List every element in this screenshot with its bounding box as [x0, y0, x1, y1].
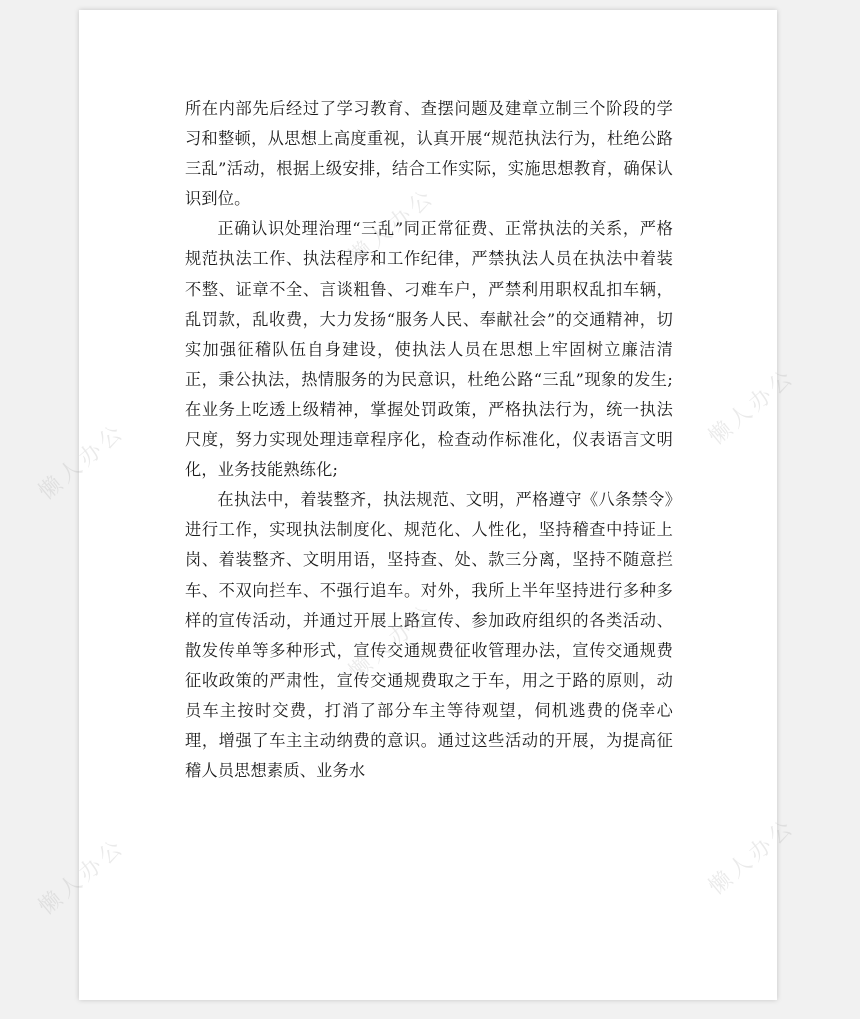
paragraph-3: 在执法中，着装整齐，执法规范、文明，严格遵守《八条禁令》进行工作，实现执法制度化、规范化、人性化，坚持稽查中持证上岗、着装整齐、文明用语，坚持查、处、款三分离，坚持不随意拦车、不双向拦车、不强行追车。对外，我所上半年坚持进行多种多样的宣传活动，并通过开展上路宣传、参加政府组织的各类活动、散发传单等多种形式，宣传交通规费征收管理办法，宣传交通规费征收政策的严肃性，宣传交通规费取之于车，用之于路的原则，动员车主按时交费，打消了部分车主等待观望，伺机逃费的侥幸心理，增强了车主主动纳费的意识。通过这些活动的开展，为提高征稽人员思想素质、业务水 — [185, 490, 673, 781]
watermark: 懒人办公 — [704, 364, 801, 451]
watermark: 懒人办公 — [34, 419, 131, 506]
document-page — [34, 10, 801, 1000]
watermark: 懒人办公 — [704, 814, 801, 901]
paragraph-1: 所在内部先后经过了学习教育、查摆问题及建章立制三个阶段的学习和整顿，从思想上高度重视，认真开展“规范执法行为，杜绝公路三乱”活动，根据上级安排，结合工作实际，实施思想教育，确保认识到位。 — [185, 99, 673, 209]
watermark: 懒人办公 — [344, 184, 441, 271]
watermark: 懒人办公 — [34, 834, 131, 921]
watermark: 懒人办公 — [344, 599, 441, 686]
document-body — [185, 94, 673, 786]
paragraph-2: 正确认识处理治理“三乱”同正常征费、正常执法的关系，严格规范执法工作、执法程序和工作纪律，严禁执法人员在执法中着装不整、证章不全、言谈粗鲁、刁难车户，严禁利用职权乱扣车辆，乱罚款，乱收费，大力发扬“服务人民、奉献社会”的交通精神，切实加强征稽队伍自身建设，使执法人员在思想上牢固树立廉洁清正，秉公执法，热情服务的为民意识，杜绝公路“三乱”现象的发生;在业务上吃透上级精神，掌握处罚政策，严格执法行为，统一执法尺度，努力实现处理违章程序化，检查动作标准化，仪表语言文明化，业务技能熟练化; — [185, 219, 673, 480]
